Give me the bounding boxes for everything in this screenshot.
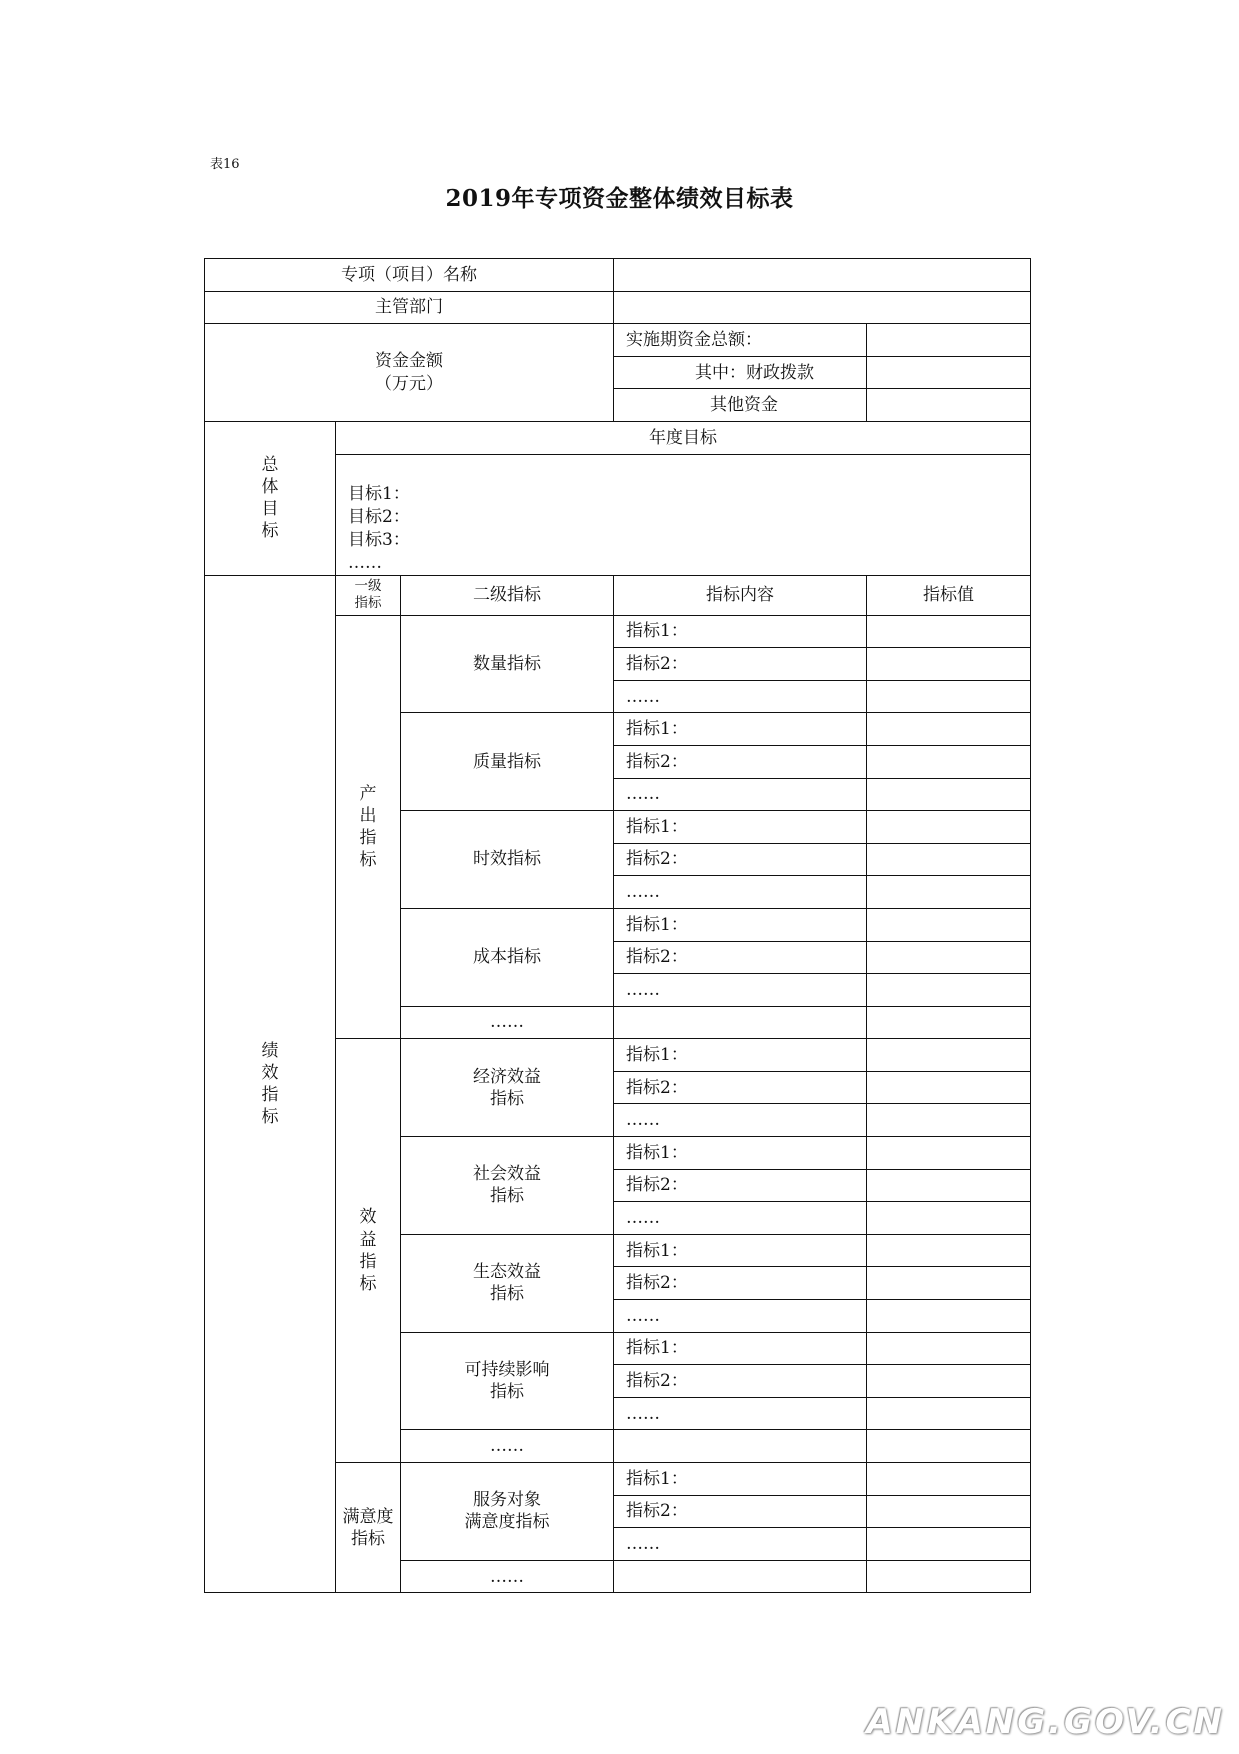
- indicator-content-cell[interactable]: ……: [614, 1300, 867, 1333]
- output-indicators-label-text: 产出指标: [359, 783, 377, 871]
- col-level2-header: 二级指标: [401, 575, 614, 615]
- indicator-value-cell[interactable]: [867, 615, 1031, 648]
- indicator-content-cell[interactable]: ……: [614, 778, 867, 811]
- indicator-value-cell[interactable]: [867, 1430, 1031, 1463]
- indicator-content-cell[interactable]: 指标2：: [614, 941, 867, 974]
- indicator-value-cell[interactable]: [867, 1528, 1031, 1561]
- col-level1-header: 一级指标: [336, 575, 401, 615]
- level2-indicator: [401, 713, 614, 811]
- indicator-content-cell[interactable]: ……: [614, 1397, 867, 1430]
- label-line: 满意度: [342, 1506, 394, 1527]
- indicator-content-cell[interactable]: 指标1：: [614, 1039, 867, 1072]
- other-funds-label: 其他资金: [614, 389, 867, 422]
- indicator-value-cell[interactable]: [867, 1365, 1031, 1398]
- funds-label-text: 资金金额: [375, 351, 444, 372]
- indicator-content-cell[interactable]: ……: [614, 1202, 867, 1235]
- indicator-value-cell[interactable]: [867, 876, 1031, 909]
- indicator-content-cell[interactable]: 指标1：: [614, 1234, 867, 1267]
- label-line: 指标: [490, 1186, 525, 1207]
- funds-unit-text: （万元）: [375, 373, 444, 394]
- label-line: 经济效益: [473, 1066, 542, 1087]
- goal-item: 目标3：: [348, 529, 410, 550]
- total-funds-label: 实施期资金总额：: [614, 324, 867, 357]
- goal-item: ……: [348, 552, 382, 573]
- indicator-value-cell[interactable]: [867, 974, 1031, 1007]
- label-line: 指标: [351, 1528, 385, 1549]
- label-line: 社会效益: [473, 1164, 542, 1185]
- col-value-header: 指标值: [867, 575, 1031, 615]
- indicator-content-cell[interactable]: 指标2：: [614, 1071, 867, 1104]
- performance-target-table: [204, 258, 1031, 1593]
- indicator-content-cell[interactable]: 指标2：: [614, 1495, 867, 1528]
- label-line: 可持续影响: [464, 1359, 550, 1380]
- indicator-value-cell[interactable]: [867, 1267, 1031, 1300]
- indicator-content-cell[interactable]: 指标1：: [614, 1137, 867, 1170]
- label-line: 指标: [490, 1382, 525, 1403]
- level2-indicator: [401, 615, 614, 713]
- indicator-value-cell[interactable]: [867, 811, 1031, 844]
- department-label: 主管部门: [205, 291, 614, 324]
- indicator-value-cell[interactable]: [867, 1300, 1031, 1333]
- indicator-value-cell[interactable]: [867, 1071, 1031, 1104]
- total-funds-value[interactable]: [867, 324, 1031, 357]
- level2-indicator: [401, 1137, 614, 1235]
- level2-indicator: [401, 908, 614, 1006]
- label-line: 质量指标: [473, 751, 542, 772]
- project-name-value[interactable]: [614, 259, 1031, 292]
- output-indicators-label: [336, 615, 401, 1039]
- indicator-content-cell[interactable]: 指标2：: [614, 648, 867, 681]
- label-line: 满意度指标: [464, 1512, 550, 1533]
- indicators-label-text: 绩效指标: [261, 1040, 279, 1128]
- indicator-content-cell[interactable]: 指标1：: [614, 713, 867, 746]
- more-level2-ellipsis: ……: [401, 1006, 614, 1039]
- fiscal-funds-label: 其中：财政拨款: [614, 356, 867, 389]
- level2-indicator: [401, 1463, 614, 1561]
- label-line: 成本指标: [473, 947, 542, 968]
- more-level2-ellipsis: ……: [401, 1560, 614, 1593]
- indicator-content-cell[interactable]: ……: [614, 974, 867, 1007]
- fiscal-funds-value[interactable]: [867, 356, 1031, 389]
- label-line: 指标: [490, 1284, 525, 1305]
- indicator-value-cell[interactable]: [867, 1039, 1031, 1072]
- form-number-label: 表16: [210, 157, 240, 172]
- indicator-value-cell[interactable]: [867, 745, 1031, 778]
- level2-indicator: [401, 1234, 614, 1332]
- indicator-content-cell[interactable]: 指标2：: [614, 1365, 867, 1398]
- indicator-value-cell[interactable]: [867, 1137, 1031, 1170]
- level2-indicator: [401, 1332, 614, 1430]
- overall-goal-label: [205, 421, 336, 575]
- indicator-content-cell[interactable]: 指标2：: [614, 1267, 867, 1300]
- department-value[interactable]: [614, 291, 1031, 324]
- indicator-content-cell[interactable]: [614, 1560, 867, 1593]
- level2-indicator: [401, 1039, 614, 1137]
- indicator-content-cell[interactable]: ……: [614, 1104, 867, 1137]
- indicator-value-cell[interactable]: [867, 1006, 1031, 1039]
- col-content-header: 指标内容: [614, 575, 867, 615]
- indicator-content-cell[interactable]: 指标2：: [614, 745, 867, 778]
- goal-item: 目标2：: [348, 506, 410, 527]
- other-funds-value[interactable]: [867, 389, 1031, 422]
- label-line: 时效指标: [473, 849, 542, 870]
- indicators-label: [205, 575, 336, 1593]
- indicator-content-cell[interactable]: 指标1：: [614, 1463, 867, 1496]
- project-name-label: 专项（项目）名称: [205, 259, 614, 292]
- indicator-content-cell[interactable]: 指标2：: [614, 1169, 867, 1202]
- indicator-value-cell[interactable]: [867, 680, 1031, 713]
- indicator-content-cell[interactable]: 指标2：: [614, 843, 867, 876]
- label-line: 数量指标: [473, 653, 542, 674]
- benefit-indicators-label-text: 效益指标: [359, 1207, 377, 1294]
- indicator-value-cell[interactable]: [867, 1104, 1031, 1137]
- indicator-value-cell[interactable]: [867, 778, 1031, 811]
- indicator-content-cell[interactable]: 指标1：: [614, 811, 867, 844]
- site-watermark: ANKANG.GOV.CN: [866, 1702, 1225, 1742]
- label-line: 生态效益: [473, 1262, 542, 1283]
- indicator-content-cell[interactable]: ……: [614, 1528, 867, 1561]
- indicator-value-cell[interactable]: [867, 1169, 1031, 1202]
- indicator-content-cell[interactable]: ……: [614, 680, 867, 713]
- indicator-value-cell[interactable]: [867, 1332, 1031, 1365]
- goal-list[interactable]: [336, 454, 1031, 575]
- indicator-value-cell[interactable]: [867, 648, 1031, 681]
- indicator-content-cell[interactable]: 指标1：: [614, 1332, 867, 1365]
- goal-item: 目标1：: [348, 483, 410, 504]
- indicator-content-cell[interactable]: 指标1：: [614, 908, 867, 941]
- page-title: 2019年专项资金整体绩效目标表: [445, 185, 794, 212]
- satisfaction-indicators-label: [336, 1463, 401, 1593]
- indicator-value-cell[interactable]: [867, 1560, 1031, 1593]
- indicator-value-cell[interactable]: [867, 908, 1031, 941]
- overall-goal-label-text: 总体目标: [261, 455, 279, 542]
- indicator-value-cell[interactable]: [867, 1397, 1031, 1430]
- indicator-value-cell[interactable]: [867, 713, 1031, 746]
- funds-label: [205, 324, 614, 422]
- indicator-value-cell[interactable]: [867, 1463, 1031, 1496]
- level2-indicator: [401, 811, 614, 909]
- benefit-indicators-label: [336, 1039, 401, 1463]
- indicator-content-cell[interactable]: ……: [614, 876, 867, 909]
- label-line: 服务对象: [473, 1490, 542, 1511]
- indicator-value-cell[interactable]: [867, 941, 1031, 974]
- more-level2-ellipsis: ……: [401, 1430, 614, 1463]
- indicator-value-cell[interactable]: [867, 1202, 1031, 1235]
- indicator-value-cell[interactable]: [867, 1234, 1031, 1267]
- label-line: 指标: [490, 1088, 525, 1109]
- indicator-content-cell[interactable]: 指标1：: [614, 615, 867, 648]
- indicator-content-cell[interactable]: [614, 1430, 867, 1463]
- indicator-value-cell[interactable]: [867, 1495, 1031, 1528]
- indicator-content-cell[interactable]: [614, 1006, 867, 1039]
- indicator-value-cell[interactable]: [867, 843, 1031, 876]
- annual-target-label: 年度目标: [336, 421, 1031, 454]
